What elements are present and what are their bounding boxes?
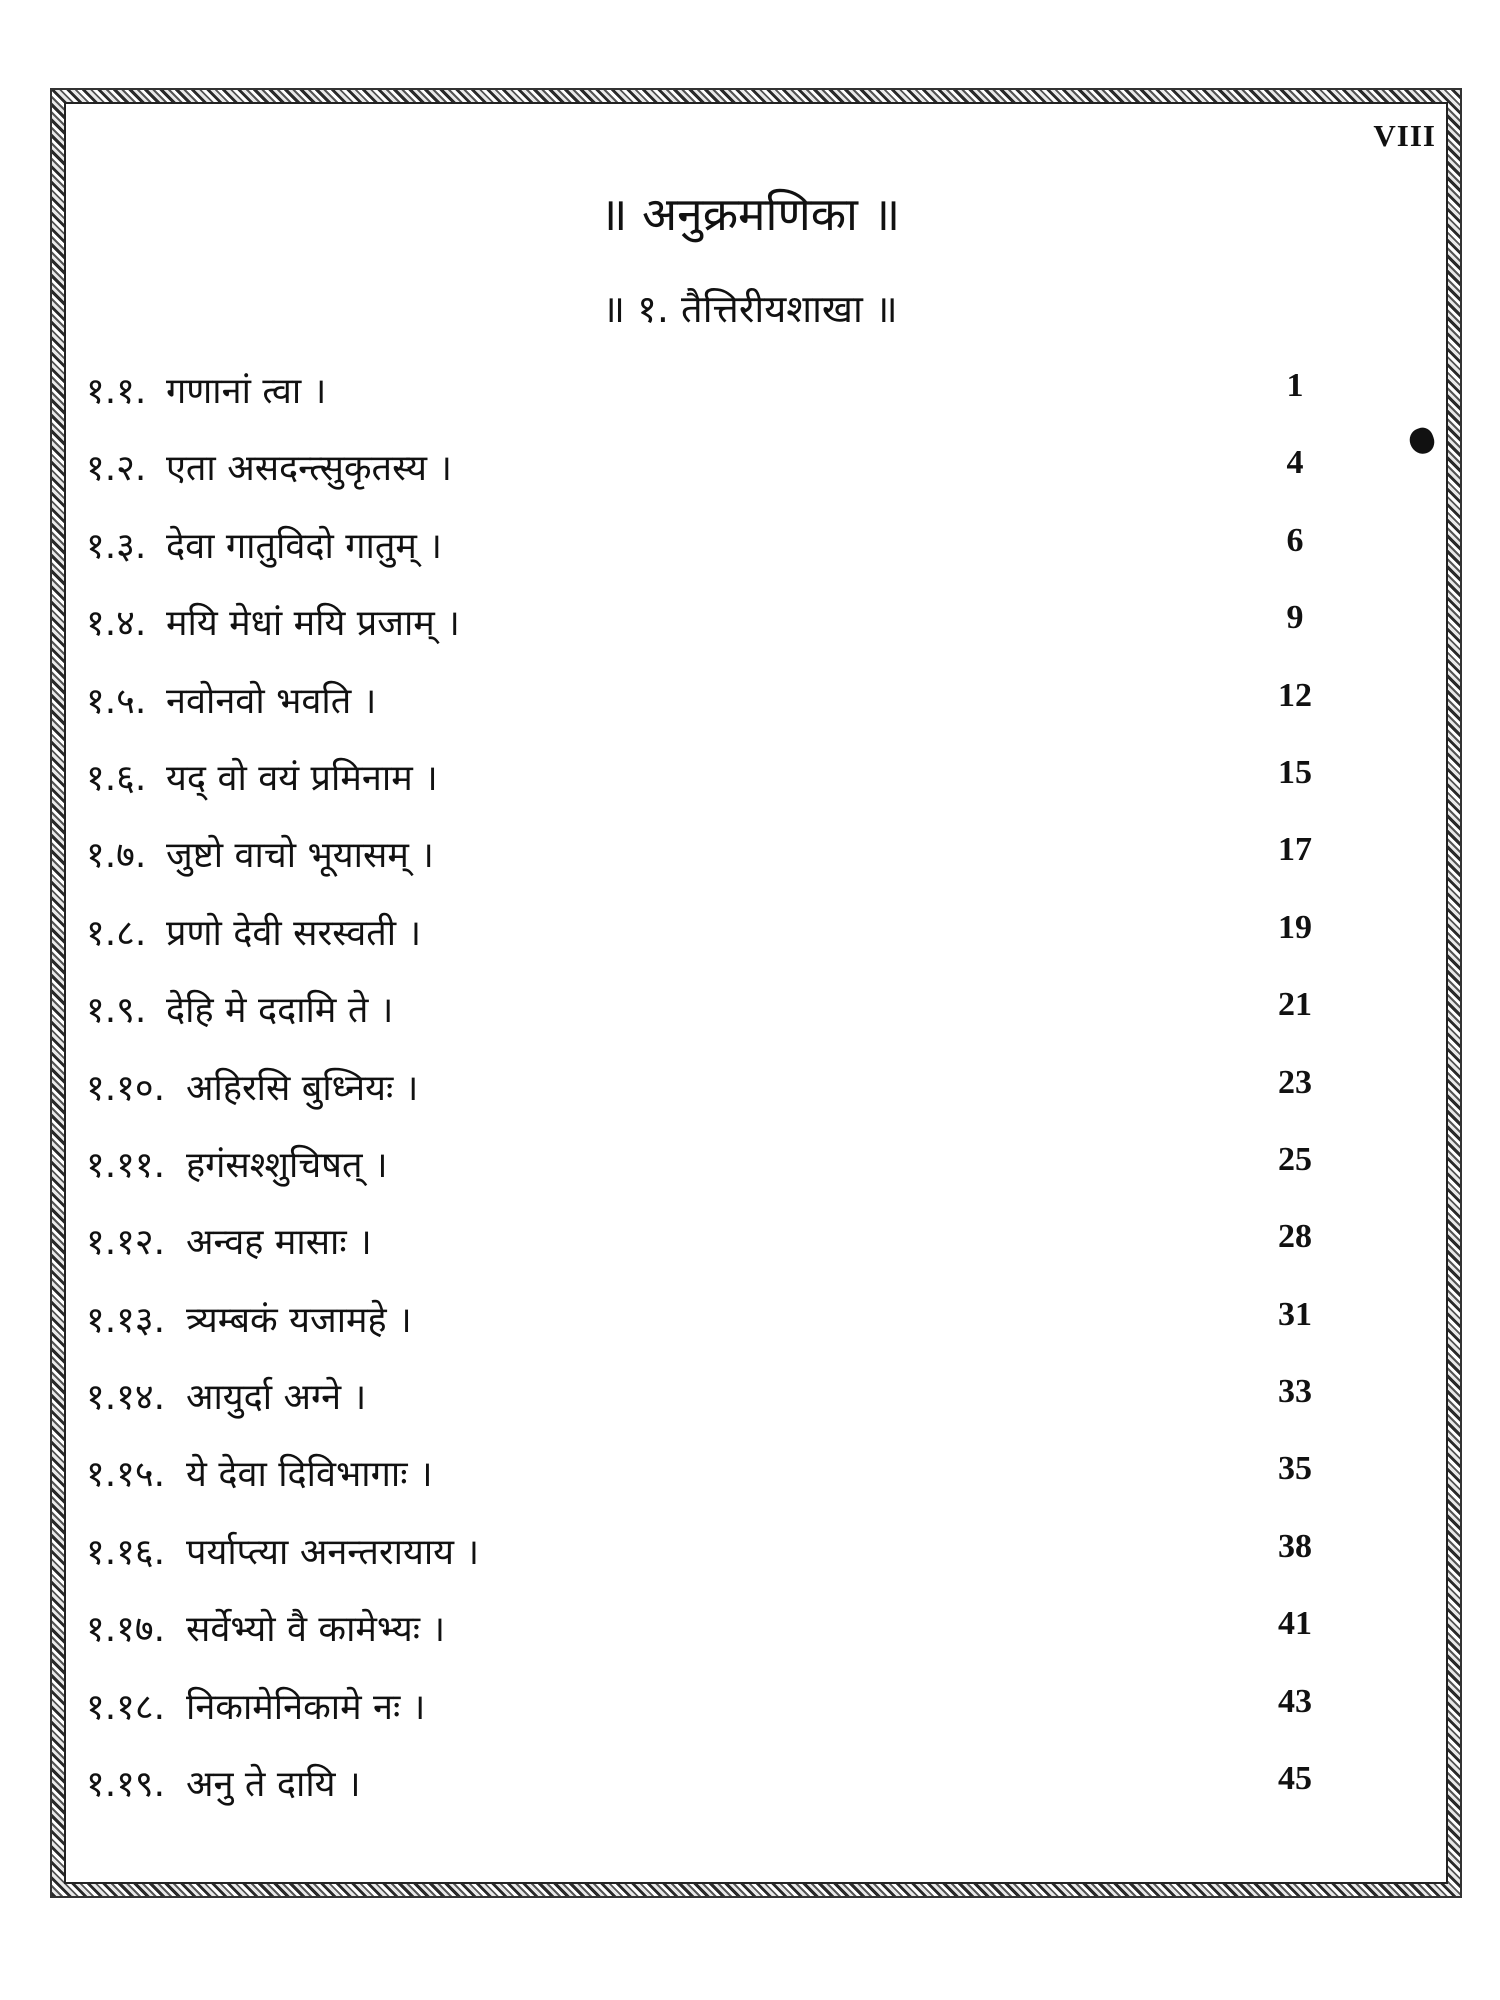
toc-entry-title: प्रणो देवी सरस्वती । bbox=[166, 912, 422, 954]
toc-entry-title: त्र्यम्बकं यजामहे । bbox=[186, 1299, 412, 1341]
toc-entry-number: १.१७. bbox=[86, 1609, 166, 1651]
toc-entry-number: १.११. bbox=[86, 1144, 166, 1186]
toc-entry[interactable] bbox=[0, 1206, 1500, 1283]
toc-entry-number: १.१८. bbox=[86, 1686, 166, 1728]
toc-entry-title: एता असदन्त्सुकृतस्य । bbox=[166, 448, 453, 490]
toc-entry[interactable] bbox=[0, 1129, 1500, 1206]
toc-entry-title: देवा गातुविदो गातुम् । bbox=[166, 525, 442, 567]
toc-entry-page: 1 bbox=[1286, 367, 1304, 404]
toc-entry-title: निकामेनिकामे नः । bbox=[186, 1686, 426, 1728]
page-title: ॥ अनुक्रमणिका ॥ bbox=[599, 187, 901, 241]
toc-entry[interactable] bbox=[0, 897, 1500, 974]
toc-entry-title: देहि मे ददामि ते । bbox=[166, 990, 394, 1032]
toc-entry-title: अहिरसि बुध्नियः । bbox=[186, 1067, 419, 1109]
toc-entry-page: 17 bbox=[1278, 831, 1312, 869]
toc-entry-page: 31 bbox=[1278, 1295, 1312, 1333]
toc-entry-number: १.३. bbox=[86, 525, 147, 567]
toc-entry-number: १.८. bbox=[86, 912, 147, 954]
toc-entry-title: नवोनवो भवति । bbox=[166, 680, 377, 722]
toc-entry-page: 38 bbox=[1278, 1527, 1312, 1565]
toc-entry-page: 43 bbox=[1278, 1682, 1312, 1720]
toc-entry-page: 9 bbox=[1286, 599, 1304, 637]
toc-entry-page: 4 bbox=[1286, 444, 1304, 482]
toc-entry-number: १.१०. bbox=[86, 1067, 166, 1109]
toc-entry[interactable] bbox=[0, 1052, 1500, 1129]
toc-entry-number: १.१३. bbox=[86, 1299, 166, 1341]
toc-entry-page: 41 bbox=[1278, 1605, 1312, 1643]
section-title: ॥ १. तैत्तिरीयशाखा ॥ bbox=[602, 287, 898, 331]
toc-entry-title: आयुर्दा अग्ने । bbox=[186, 1377, 367, 1419]
toc-entry-number: १.१५. bbox=[86, 1454, 166, 1496]
toc-entry-title: यद् वो वयं प्रमिनाम । bbox=[166, 757, 438, 799]
toc-entry-title: हगंसश्शुचिषत् । bbox=[186, 1144, 388, 1186]
toc-entry-number: १.४. bbox=[86, 603, 147, 645]
toc-entry-number: १.९. bbox=[86, 990, 147, 1032]
toc-entry[interactable] bbox=[0, 1671, 1500, 1748]
toc-entry-page: 21 bbox=[1278, 986, 1312, 1024]
toc-entry[interactable] bbox=[0, 974, 1500, 1051]
table-of-contents bbox=[0, 355, 1500, 1825]
toc-entry-page: 23 bbox=[1278, 1063, 1312, 1101]
toc-entry[interactable] bbox=[0, 1748, 1500, 1825]
toc-entry[interactable] bbox=[0, 587, 1500, 664]
toc-entry-title: पर्याप्त्या अनन्तरायाय । bbox=[186, 1531, 480, 1573]
toc-entry-page: 33 bbox=[1278, 1373, 1312, 1411]
toc-entry-title: मयि मेधां मयि प्रजाम् । bbox=[166, 603, 460, 645]
toc-entry[interactable] bbox=[0, 1438, 1500, 1515]
toc-entry-number: १.१६. bbox=[86, 1531, 166, 1573]
toc-entry-page: 12 bbox=[1278, 676, 1312, 714]
toc-entry-page: 25 bbox=[1278, 1140, 1312, 1178]
toc-entry[interactable] bbox=[0, 1284, 1500, 1361]
toc-entry-title: अन्वह मासाः । bbox=[186, 1222, 372, 1264]
toc-entry-number: १.१४. bbox=[86, 1377, 166, 1419]
toc-entry-page: 6 bbox=[1286, 521, 1304, 559]
toc-entry-page: 19 bbox=[1278, 908, 1312, 946]
toc-entry[interactable] bbox=[0, 665, 1500, 742]
toc-entry-number: १.२. bbox=[86, 448, 147, 490]
toc-entry-title: गणानां त्वा । bbox=[166, 371, 327, 412]
toc-entry-number: १.७. bbox=[86, 835, 147, 877]
toc-entry[interactable] bbox=[0, 355, 1500, 432]
toc-entry-number: १.१. bbox=[86, 371, 147, 412]
toc-entry-page: 15 bbox=[1278, 753, 1312, 791]
toc-entry-page: 28 bbox=[1278, 1218, 1312, 1256]
toc-entry-number: १.५. bbox=[86, 680, 147, 722]
toc-entry-number: १.१९. bbox=[86, 1764, 166, 1806]
toc-entry[interactable] bbox=[0, 1593, 1500, 1670]
toc-entry-title: ये देवा दिविभागाः । bbox=[186, 1454, 433, 1496]
toc-entry[interactable] bbox=[0, 1361, 1500, 1438]
toc-entry-title: जुष्टो वाचो भूयासम् । bbox=[166, 835, 434, 877]
toc-entry[interactable] bbox=[0, 432, 1500, 509]
toc-entry-page: 45 bbox=[1278, 1760, 1312, 1798]
toc-entry-number: १.६. bbox=[86, 757, 147, 799]
toc-entry-title: अनु ते दायि । bbox=[186, 1764, 361, 1806]
toc-entry[interactable] bbox=[0, 742, 1500, 819]
toc-entry[interactable] bbox=[0, 1516, 1500, 1593]
toc-entry[interactable] bbox=[0, 819, 1500, 896]
toc-entry[interactable] bbox=[0, 510, 1500, 587]
toc-entry-number: १.१२. bbox=[86, 1222, 166, 1264]
page-number: VIII bbox=[1373, 118, 1436, 153]
toc-entry-page: 35 bbox=[1278, 1450, 1312, 1488]
toc-entry-title: सर्वेभ्यो वै कामेभ्यः । bbox=[186, 1609, 446, 1651]
